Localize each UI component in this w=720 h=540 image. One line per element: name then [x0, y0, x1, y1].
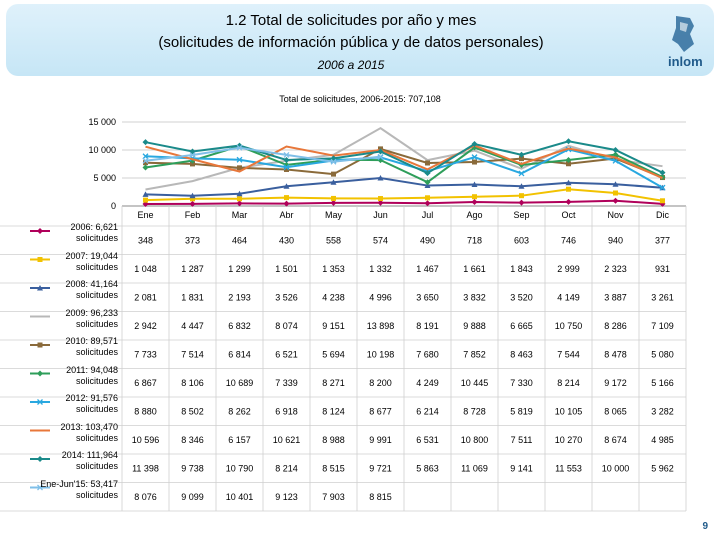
data-label: 11 069	[461, 463, 488, 474]
data-label: 3 887	[604, 292, 627, 303]
data-label: 1 467	[416, 263, 439, 274]
data-label: 2 942	[134, 320, 157, 331]
data-point	[472, 199, 478, 205]
data-label: 7 680	[416, 349, 439, 360]
data-label: 8 065	[604, 406, 627, 417]
data-label: 2 081	[134, 292, 157, 303]
slide-title: 1.2 Total de solicitudes por año y mes	[225, 12, 477, 29]
data-label: 3 520	[510, 292, 533, 303]
data-label: 9 151	[322, 320, 345, 331]
data-label: 7 339	[275, 377, 298, 388]
chart-title: Total de solicitudes, 2006-2015: 707,108	[279, 94, 441, 104]
slide-subtitle: 2006 a 2015	[317, 58, 385, 72]
data-label: 10 000	[601, 463, 630, 474]
data-label: 10 689	[225, 377, 254, 388]
data-label: 9 141	[510, 463, 533, 474]
legend-label: 2011: 94,048 solicitudes	[66, 364, 118, 386]
data-label: 8 677	[369, 406, 392, 417]
data-label: 464	[231, 235, 248, 246]
data-point	[331, 196, 336, 201]
data-label: 574	[372, 235, 389, 246]
data-label: 4 447	[181, 320, 204, 331]
data-label: 8 271	[322, 377, 345, 388]
data-point	[566, 138, 572, 144]
data-label: 1 048	[134, 263, 157, 274]
data-label: 7 330	[510, 377, 533, 388]
data-label: 10 445	[460, 377, 489, 388]
legend-label: 2010: 89,571 solicitudes	[65, 336, 118, 357]
data-label: 3 261	[651, 292, 674, 303]
data-label: 8 106	[181, 377, 204, 388]
data-label: 3 832	[463, 292, 486, 303]
data-label: 8 988	[322, 434, 345, 445]
x-tick-label: Jul	[421, 210, 434, 220]
data-label: 10 270	[554, 434, 583, 445]
data-label: 2 193	[228, 292, 251, 303]
data-label: 8 478	[604, 349, 627, 360]
data-label: 1 353	[322, 263, 345, 274]
data-point	[425, 195, 430, 200]
x-tick-label: Sep	[513, 210, 530, 220]
data-label: 8 200	[369, 377, 392, 388]
data-label: 6 521	[275, 349, 298, 360]
data-label: 9 991	[369, 434, 392, 445]
data-label: 7 903	[322, 491, 345, 502]
x-tick-label: Nov	[607, 210, 624, 220]
data-label: 9 099	[181, 491, 204, 502]
data-point	[613, 198, 619, 204]
data-label: 8 262	[228, 406, 251, 417]
data-label: 11 398	[132, 463, 159, 474]
legend-label: Ene-Jun'15: 53,417 solicitudes	[40, 478, 118, 500]
legend-label: 2012: 91,576 solicitudes	[65, 393, 118, 414]
data-label: 4 985	[651, 434, 674, 445]
data-label: 490	[419, 235, 436, 246]
x-tick-label: Mar	[231, 210, 248, 220]
data-label: 940	[607, 235, 624, 246]
data-label: 373	[184, 235, 201, 246]
data-label: 10 198	[366, 349, 395, 360]
data-label: 10 596	[131, 434, 160, 445]
data-label: 10 621	[272, 434, 301, 445]
data-label: 6 531	[416, 434, 439, 445]
data-point	[566, 199, 572, 205]
series-line	[146, 178, 663, 196]
data-label: 9 721	[369, 463, 392, 474]
data-point	[143, 198, 148, 203]
x-tick-label: Jun	[373, 210, 388, 220]
data-label: 7 544	[557, 349, 580, 360]
data-label: 8 214	[275, 463, 298, 474]
data-label: 8 074	[275, 320, 298, 331]
y-tick-label: 15 000	[88, 117, 116, 127]
data-label: 2 999	[557, 263, 580, 274]
data-label: 746	[560, 235, 577, 246]
data-label: 8 674	[604, 434, 627, 445]
data-point	[284, 195, 289, 200]
data-point	[378, 196, 383, 201]
data-point	[660, 198, 665, 203]
data-label: 5 819	[510, 406, 533, 417]
data-label: 1 287	[181, 263, 204, 274]
data-label: 11 553	[555, 463, 582, 474]
data-label: 9 123	[275, 491, 298, 502]
data-label: 1 501	[275, 263, 298, 274]
data-label: 10 401	[225, 491, 254, 502]
data-label: 8 191	[416, 320, 439, 331]
data-point	[566, 187, 571, 192]
data-point	[519, 200, 525, 206]
data-label: 5 694	[322, 349, 345, 360]
data-label: 6 157	[228, 434, 251, 445]
x-tick-label: Feb	[184, 210, 201, 220]
data-label: 603	[513, 235, 530, 246]
data-label: 10 750	[554, 320, 583, 331]
legend-label: 2006: 6,621 solicitudes	[70, 222, 118, 243]
data-label: 7 733	[134, 349, 157, 360]
data-label: 6 214	[416, 406, 439, 417]
data-label: 5 166	[651, 377, 674, 388]
data-label: 1 831	[181, 292, 204, 303]
data-label: 4 249	[416, 377, 439, 388]
data-label: 4 238	[322, 292, 345, 303]
logo-text: inlom	[668, 54, 703, 69]
legend-label: 2013: 103,470 solicitudes	[60, 421, 118, 443]
series-line	[146, 201, 663, 204]
data-label: 6 832	[228, 320, 251, 331]
y-tick-label: 10 000	[88, 145, 116, 155]
data-label: 9 172	[604, 377, 627, 388]
data-label: 10 105	[554, 406, 583, 417]
legend-label: 2008: 41,164 solicitudes	[65, 279, 118, 300]
data-label: 718	[466, 235, 483, 246]
data-label: 8 815	[369, 491, 392, 502]
x-tick-label: Ago	[466, 210, 483, 220]
data-label: 8 502	[181, 406, 204, 417]
data-label: 10 800	[460, 434, 489, 445]
data-label: 1 661	[463, 263, 486, 274]
data-label: 7 511	[510, 434, 533, 445]
data-label: 7 514	[181, 349, 204, 360]
y-tick-label: 0	[110, 201, 116, 211]
page-number: 9	[702, 521, 708, 532]
data-label: 10 790	[225, 463, 254, 474]
data-label: 13 898	[366, 320, 395, 331]
data-label: 9 888	[463, 320, 486, 331]
data-label: 8 463	[510, 349, 533, 360]
data-label: 8 515	[322, 463, 345, 474]
data-point	[143, 165, 149, 171]
data-label: 348	[137, 235, 154, 246]
data-label: 2 323	[604, 263, 627, 274]
legend-label: 2014: 111,964 solicitudes	[61, 450, 118, 471]
x-tick-label: Ene	[137, 210, 154, 220]
data-label: 4 996	[369, 292, 392, 303]
data-label: 931	[654, 263, 671, 274]
data-label: 8 728	[463, 406, 486, 417]
data-label: 5 080	[651, 349, 674, 360]
data-label: 6 918	[275, 406, 298, 417]
data-point	[425, 200, 431, 206]
legend-label: 2009: 96,233 solicitudes	[65, 307, 118, 329]
data-label: 8 286	[604, 320, 627, 331]
data-point	[519, 193, 524, 198]
x-tick-label: May	[324, 210, 343, 220]
data-label: 5 863	[416, 463, 439, 474]
data-label: 3 650	[416, 292, 439, 303]
data-label: 7 852	[463, 349, 486, 360]
legend-label: 2007: 19,044 solicitudes	[65, 250, 118, 272]
data-label: 8 124	[322, 406, 345, 417]
data-label: 8 214	[557, 377, 580, 388]
data-label: 377	[654, 235, 671, 246]
data-point	[613, 190, 618, 195]
data-point	[331, 172, 336, 177]
data-label: 1 843	[510, 263, 533, 274]
data-label: 9 738	[181, 463, 204, 474]
data-point	[472, 160, 477, 165]
data-label: 6 814	[228, 349, 251, 360]
x-tick-label: Oct	[561, 210, 576, 220]
data-label: 7 109	[651, 320, 674, 331]
y-tick-label: 5 000	[93, 173, 116, 183]
data-label: 6 665	[510, 320, 533, 331]
x-tick-label: Abr	[279, 210, 294, 220]
data-label: 430	[278, 235, 295, 246]
data-label: 3 526	[275, 292, 298, 303]
data-label: 6 867	[134, 377, 157, 388]
data-label: 3 282	[651, 406, 674, 417]
data-label: 8 076	[134, 491, 157, 502]
data-label: 5 962	[651, 463, 674, 474]
slide-title-line2: (solicitudes de información pública y de datos personales)	[158, 34, 544, 51]
x-tick-label: Dic	[656, 210, 669, 220]
data-point	[237, 196, 242, 201]
data-label: 1 299	[228, 263, 251, 274]
data-label: 8 880	[134, 406, 157, 417]
data-point	[472, 194, 477, 199]
data-label: 4 149	[557, 292, 580, 303]
data-label: 8 346	[181, 434, 204, 445]
data-point	[143, 139, 149, 145]
data-point	[425, 160, 430, 165]
data-label: 558	[325, 235, 342, 246]
data-label: 1 332	[369, 263, 392, 274]
